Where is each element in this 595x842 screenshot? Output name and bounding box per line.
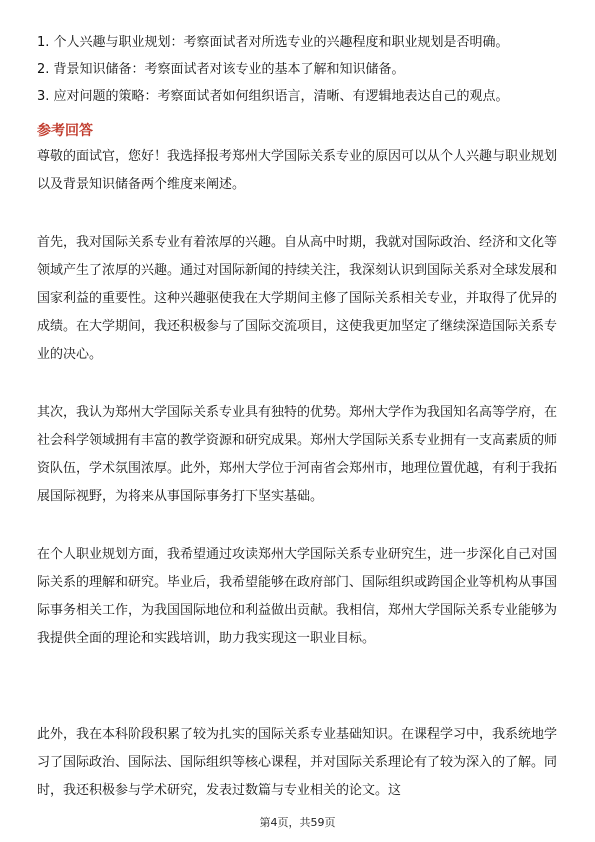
criteria-item: 1. 个人兴趣与职业规划：考察面试者对所选专业的兴趣程度和职业规划是否明确。: [37, 35, 509, 50]
answer-paragraph-interest: 首先，我对国际关系专业有着浓厚的兴趣。自从高中时期，我就对国际政治、经济和文化等领域产生了浓厚的兴趣。通过对国际新闻的持续关注，我深刻认识到国际关系对全球发展和国家利益的重要性。这种兴趣驱使我在大学期间主修了国际关系相关专业，并取得了优异的成绩。在大学期间，我还积极参与了国际交流项目，这使我更加坚定了继续深造国际关系专业的决心。: [37, 235, 558, 362]
criteria-item: 2. 背景知识储备：考察面试者对该专业的基本了解和知识储备。: [37, 62, 405, 77]
answer-heading: 参考回答: [37, 123, 93, 139]
answer-paragraph-intro: 尊敬的面试官，您好！我选择报考郑州大学国际关系专业的原因可以从个人兴趣与职业规划以及背景知识储备两个维度来阐述。: [37, 149, 558, 192]
answer-paragraph-advantage: 其次，我认为郑州大学国际关系专业具有独特的优势。郑州大学作为我国知名高等学府，在社会科学领域拥有丰富的教学资源和研究成果。郑州大学国际关系专业拥有一支高素质的师资队伍，学术氛围浓厚。此外，郑州大学位于河南省会郑州市，地理位置优越，有利于我拓展国际视野，为将来从事国际事务打下坚实基础。: [37, 405, 558, 504]
criteria-item: 3. 应对问题的策略：考察面试者如何组织语言，清晰、有逻辑地表达自己的观点。: [37, 89, 509, 104]
answer-paragraph-background: 此外，我在本科阶段积累了较为扎实的国际关系专业基础知识。在课程学习中，我系统地学习了国际政治、国际法、国际组织等核心课程，并对国际关系理论有了较为深入的了解。同时，我还积极参与学术研究，发表过数篇与专业相关的论文。这: [37, 727, 558, 798]
page-number: 第4页，共59页: [259, 816, 336, 829]
evaluation-criteria-list: [37, 29, 567, 110]
answer-paragraph-career: 在个人职业规划方面，我希望通过攻读郑州大学国际关系专业研究生，进一步深化自己对国际关系的理解和研究。毕业后，我希望能够在政府部门、国际组织或跨国企业等机构从事国际事务相关工作，为我国国际地位和利益做出贡献。我相信，郑州大学国际关系专业能够为我提供全面的理论和实践培训，助力我实现这一职业目标。: [37, 547, 558, 646]
